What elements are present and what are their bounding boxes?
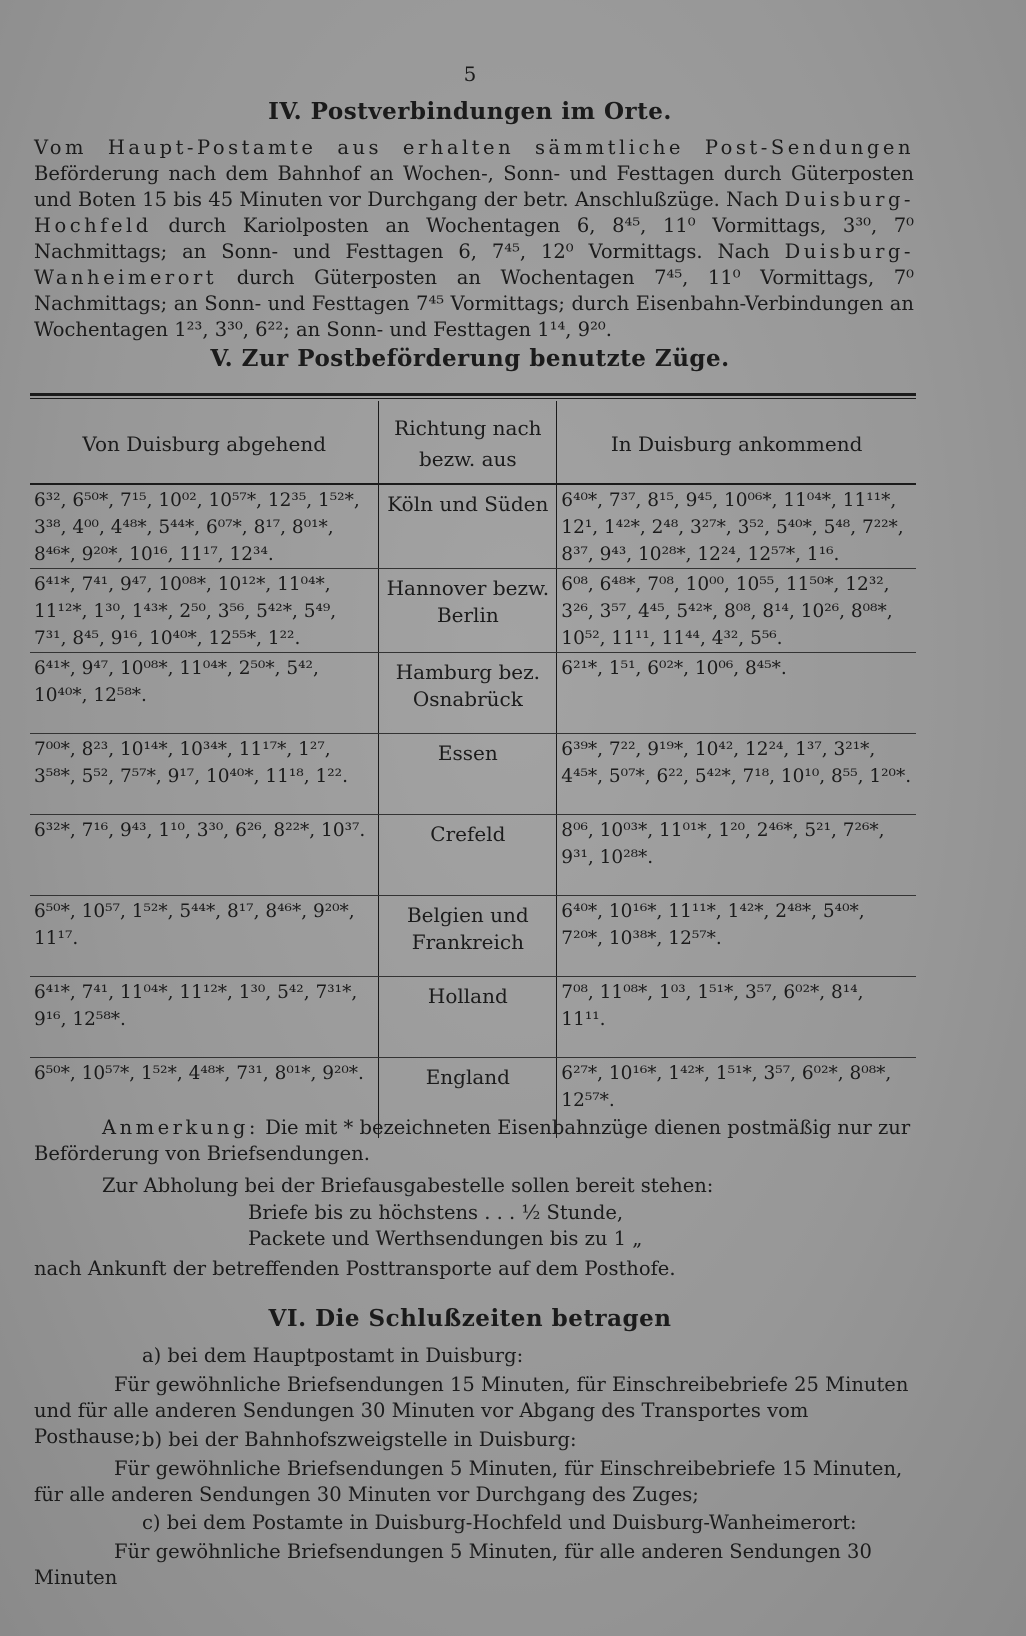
sec4-text-2: Beförderung nach dem Bahnhof an Wochen-, Sonn- und Festtagen durch Güterposten und Boten 15 bis 45 Minuten vor Durchgang der betr. Anschlußzüge. Nach [34,162,914,211]
header-departing: Von Duisburg abgehend [30,401,379,484]
departure-cell: 6³²*, 7¹⁶, 9⁴³, 1¹⁰, 3³⁰, 6²⁶, 8²²*, 10³⁷. [30,815,379,896]
header-arriving: In Duisburg ankommend [557,401,916,484]
section-title-vi: VI. Die Schlußzeiten betragen [268,1305,672,1332]
sec4-text-5: durch Kariolposten an Wochentagen 6, 8⁴⁵, 11⁰ Vormittags, 3³⁰, 7⁰ Nachmittags; an Sonn- und Festtagen 6, 7⁴⁵, 12⁰ Vormittags. Nach [34,214,915,263]
arrival-cell: 6³⁹*, 7²², 9¹⁹*, 10⁴², 12²⁴, 1³⁷, 3²¹*, 4⁴⁵*, 5⁰⁷*, 6²², 5⁴²*, 7¹⁸, 10¹⁰, 8⁵⁵, 1²⁰*. [557,734,916,815]
departure-cell: 6³², 6⁵⁰*, 7¹⁵, 10⁰², 10⁵⁷*, 12³⁵, 1⁵²*, 3³⁸, 4⁰⁰, 4⁴⁸*, 5⁴⁴*, 6⁰⁷*, 8¹⁷, 8⁰¹*, 8⁴⁶*, 9²⁰*, 10¹⁶, 11¹⁷, 12³⁴. [30,484,379,569]
departure-cell: 6⁴¹*, 7⁴¹, 9⁴⁷, 10⁰⁸*, 10¹²*, 11⁰⁴*, 11¹²*, 1³⁰, 1⁴³*, 2⁵⁰, 3⁵⁶, 5⁴²*, 5⁴⁹, 7³¹, 8⁴⁵, 9¹⁶, 10⁴⁰*, 12⁵⁵*, 1²². [30,569,379,653]
pickup-after: nach Ankunft der betreffenden Posttransporte auf dem Posthofe. [34,1257,676,1280]
table-row [30,815,916,896]
sec4-text-4: Duisburg-Hochfeld [34,188,915,237]
arrival-cell: 6²⁷*, 10¹⁶*, 1⁴²*, 1⁵¹*, 3⁵⁷, 6⁰²*, 8⁰⁸*, 12⁵⁷*. [561,1063,892,1111]
table-top-rule-thin [30,398,916,399]
pickup-letters: Briefe bis zu höchstens . . . ½ Stunde, [248,1201,624,1224]
direction-cell: Köln und Süden [379,484,557,569]
sec6-b-text: Für gewöhnliche Briefsendungen 5 Minuten, für Einschreibebriefe 15 Minuten, für alle anderen Sendungen 30 Minuten vor Durchgang des Zuges; [34,1457,903,1506]
direction-cell: Crefeld [379,815,557,896]
pickup-packets: Packete und Werthsendungen bis zu 1 „ [248,1227,643,1250]
remark-text: Die mit * bezeichneten Eisenbahnzüge dienen postmäßig nur zur Beförderung von Briefsendungen. [34,1116,911,1165]
table-row [30,734,916,815]
table-row [30,484,916,569]
table-row [30,653,916,734]
departure-cell: 6⁵⁰*, 10⁵⁷*, 1⁵²*, 4⁴⁸*, 7³¹, 8⁰¹*, 9²⁰*. [30,1058,379,1139]
remark-note [34,1115,914,1167]
table-top-rule [30,393,916,396]
arrival-cell: 6⁰⁸, 6⁴⁸*, 7⁰⁸, 10⁰⁰, 10⁵⁵, 11⁵⁰*, 12³², 3²⁶, 3⁵⁷, 4⁴⁵, 5⁴²*, 8⁰⁸, 8¹⁴, 10²⁶, 8⁰⁸*, 10⁵², 11¹¹, 11⁴⁴, 4³², 5⁵⁶. [557,569,916,653]
departure-cell: 6⁵⁰*, 10⁵⁷, 1⁵²*, 5⁴⁴*, 8¹⁷, 8⁴⁶*, 9²⁰*, 11¹⁷. [30,896,379,977]
table-row [30,896,916,977]
sec6-a-text: Für gewöhnliche Briefsendungen 15 Minuten, für Einschreibebriefe 25 Minuten und für alle anderen Sendungen 30 Minuten vor Abgang des Transportes vom Posthause; [34,1373,909,1448]
sec4-text-6: Duisburg-Wanheimerort [34,240,914,289]
section-title-v: V. Zur Postbeförderung benutzte Züge. [210,345,730,372]
arrival-cell: 6⁴⁰*, 10¹⁶*, 11¹¹*, 1⁴²*, 2⁴⁸*, 5⁴⁰*, 7²⁰*, 10³⁸*, 12⁵⁷*. [557,896,916,977]
sec4-text-7: durch Güterposten an Wochentagen 7⁴⁵, 11⁰ Vormittags, 7⁰ Nachmittags; an Sonn- und Festtagen 7⁴⁵ Vormittags; durch Eisenbahn-Verbindungen an Wochentagen 1²³, 3³⁰, 6²²; an Sonn- und Festtagen 1¹⁴, 9²⁰. [34,266,914,341]
direction-cell: Hamburg bez. Osnabrück [379,653,557,734]
direction-cell: Holland [379,977,557,1058]
section-title-iv: IV. Postverbindungen im Orte. [268,98,672,125]
arrival-cell: 6²¹*, 1⁵¹, 6⁰²*, 10⁰⁶, 8⁴⁵*. [557,653,916,734]
page-number: 5 [463,62,477,86]
arrival-cell: 7⁰⁸, 11⁰⁸*, 1⁰³, 1⁵¹*, 3⁵⁷, 6⁰²*, 8¹⁴, 11¹¹. [557,977,916,1058]
table-row [30,977,916,1058]
direction-cell: England [379,1058,557,1139]
departure-cell: 7⁰⁰*, 8²³, 10¹⁴*, 10³⁴*, 11¹⁷*, 1²⁷, 3⁵⁸*, 5⁵², 7⁵⁷*, 9¹⁷, 10⁴⁰*, 11¹⁸, 1²². [30,734,379,815]
table-row [30,569,916,653]
arrival-cell: 8⁰⁶, 10⁰³*, 11⁰¹*, 1²⁰, 2⁴⁶*, 5²¹, 7²⁶*, 9³¹, 10²⁸*. [557,815,916,896]
sec4-text-1: Vom Haupt-Postamte aus erhalten sämmtliche Post-Sendungen [34,136,914,159]
pickup-note: Zur Abholung bei der Briefausgabestelle sollen bereit stehen: [102,1174,714,1197]
remark-label: Anmerkung: [102,1116,259,1139]
departure-cell: 6⁴¹*, 7⁴¹, 11⁰⁴*, 11¹²*, 1³⁰, 5⁴², 7³¹*, 9¹⁶, 12⁵⁸*. [30,977,379,1058]
section-iv-text [34,135,914,343]
train-timetable [30,401,916,1138]
arrival-cell: 6⁴⁰*, 7³⁷, 8¹⁵, 9⁴⁵, 10⁰⁶*, 11⁰⁴*, 11¹¹*, 12¹, 1⁴²*, 2⁴⁸, 3²⁷*, 3⁵², 5⁴⁰*, 5⁴⁸, 7²²*, 8³⁷, 9⁴³, 10²⁸*, 12²⁴, 12⁵⁷*, 1¹⁶. [557,484,916,569]
direction-cell: Hannover bezw. Berlin [379,569,557,653]
direction-cell: Belgien und Frankreich [379,896,557,977]
sec6-c-text: Für gewöhnliche Briefsendungen 5 Minuten, für alle anderen Sendungen 30 Minuten [34,1540,872,1589]
sec6-a: a) bei dem Hauptpostamt in Duisburg: [142,1344,524,1367]
direction-cell: Essen [379,734,557,815]
header-direction: Richtung nach bezw. aus [379,401,557,484]
sec6-b: b) bei der Bahnhofszweigstelle in Duisburg: [142,1428,577,1451]
departure-cell: 6⁴¹*, 9⁴⁷, 10⁰⁸*, 11⁰⁴*, 2⁵⁰*, 5⁴², 10⁴⁰*, 12⁵⁸*. [30,653,379,734]
sec6-c: c) bei dem Postamte in Duisburg-Hochfeld und Duisburg-Wanheimerort: [142,1511,857,1534]
